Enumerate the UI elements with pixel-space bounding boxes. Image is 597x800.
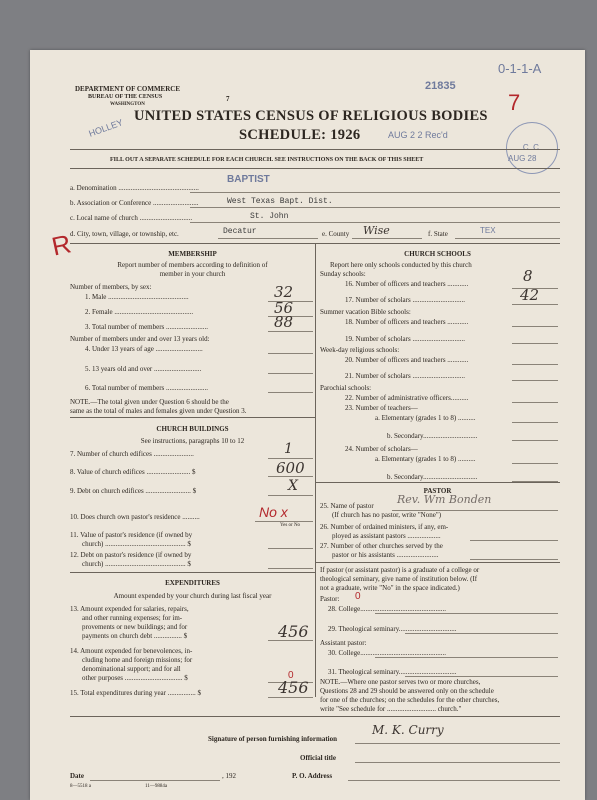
association-value: West Texas Bapt. Dist. — [227, 197, 333, 206]
ordained-label-2: ployed as assistant pastors ................... — [332, 532, 441, 540]
edifice-value-value: 600 — [276, 459, 305, 477]
parochial-schools-label: Parochial schools: — [320, 384, 372, 392]
form-title: UNITED STATES CENSUS OF RELIGIOUS BODIES — [134, 108, 488, 124]
pastor-note-1: NOTE.—Where one pastor serves two or more churches, — [320, 678, 481, 686]
county-value: Wise — [363, 224, 390, 237]
membership-note-2: member in your church — [159, 270, 226, 278]
salaries-label-3: provements or new buildings; and for — [82, 623, 188, 631]
schools-heading: CHURCH SCHOOLS — [404, 250, 471, 258]
serial-stamp: 21835 — [425, 80, 456, 92]
form-number: 7 — [226, 95, 230, 103]
department: DEPARTMENT OF COMMERCE — [75, 85, 181, 93]
q29-label: 29. Theological seminary................................. — [328, 625, 457, 633]
q16-label: 16. Number of officers and teachers ............ — [345, 280, 469, 288]
graduate-note-1: If pastor (or assistant pastor) is a graduate of a college or — [320, 566, 480, 574]
instructions: FILL OUT A SEPARATE SCHEDULE FOR EACH CHURCH. SEE INSTRUCTIONS ON THE BACK OF THIS SHEET — [110, 157, 424, 163]
q17-value: 42 — [520, 286, 540, 304]
q23-label: 23. Number of teachers— — [345, 404, 418, 412]
census-form — [30, 50, 585, 800]
print-code-2: 11—9884a — [145, 784, 168, 789]
q28-label: 28. College................................................. — [328, 605, 447, 613]
q21-label: 21. Number of scholars .............................. — [345, 372, 465, 380]
edifices-value: 1 — [284, 441, 293, 457]
benevolences-label-3: denominational support; and for all — [82, 665, 181, 673]
city-value: Decatur — [223, 227, 257, 236]
ordained-label-1: 26. Number of ordained ministers, if any, em- — [320, 523, 449, 531]
members-by-sex: Number of members, by sex: — [70, 283, 152, 291]
residence-debt-label-2: church) .............................................. $ — [82, 560, 191, 568]
cc-stamp-text: C. C. — [522, 143, 542, 152]
year-label: , 192 — [222, 772, 236, 780]
pastor-note-3: for one of the churches; on the schedules for the other churches, — [320, 696, 500, 704]
signature-label: Signature of person furnishing information — [208, 735, 337, 743]
female-label: 2. Female ............................................. — [85, 308, 194, 316]
vacation-schools-label: Summer vacation Bible schools: — [320, 308, 411, 316]
q31-label: 31. Theological seminary................................. — [328, 668, 457, 676]
received-date-stamp: AUG 2 2 Rec'd — [388, 130, 448, 140]
edifice-debt-label: 9. Debt on church edifices .......................... $ — [70, 487, 197, 495]
total-expenditures-label: 15. Total expenditures during year ................ $ — [70, 689, 201, 697]
local-name-label: c. Local name of church .............................. — [70, 214, 193, 222]
schools-note: Report here only schools conducted by this church — [330, 261, 472, 269]
edifice-debt-value: X — [288, 478, 298, 494]
salaries-value: 456 — [278, 622, 309, 641]
holley-stamp: HOLLEY — [87, 117, 125, 139]
denomination-value: BAPTIST — [227, 174, 270, 185]
state-label: f. State — [428, 230, 448, 238]
sunday-schools-label: Sunday schools: — [320, 270, 366, 278]
owns-residence-label: 10. Does church own pastor's residence .......... — [70, 513, 200, 521]
edifices-label: 7. Number of church edifices ....................... — [70, 450, 194, 458]
residence-debt-label-1: 12. Debt on pastor's residence (if owned by — [70, 551, 192, 559]
state-value: TEX — [480, 226, 496, 235]
bureau: BUREAU OF THE CENSUS — [88, 94, 163, 100]
salaries-label-4: payments on church debt ................ $ — [82, 632, 188, 640]
total-expenditures-value: 456 — [278, 678, 309, 697]
q20-label: 20. Number of officers and teachers ............ — [345, 356, 469, 364]
salaries-label-2: and other running expenses; for im- — [82, 614, 183, 622]
official-title-label: Official title — [300, 754, 336, 762]
total-members-value: 88 — [274, 313, 294, 331]
buildings-note: See instructions, paragraphs 10 to 12 — [140, 437, 245, 445]
membership-note-1: Report number of members according to definition of — [117, 261, 268, 269]
benevolences-label-2: cluding home and foreign missions; for — [82, 656, 193, 664]
male-label: 1. Male .............................................. — [85, 293, 189, 301]
q19-label: 19. Number of scholars .............................. — [345, 335, 465, 343]
benevolences-label-1: 14. Amount expended for benevolences, in- — [70, 647, 193, 655]
churches-served-label-2: pastor or his assistants ........................ — [332, 551, 439, 559]
weekday-schools-label: Week-day religious schools: — [320, 346, 400, 354]
red-number: 7 — [508, 90, 521, 115]
po-address-label: P. O. Address — [292, 772, 333, 780]
male-value: 32 — [274, 283, 294, 301]
membership-footnote-1: NOTE.—The total given under Question 6 should be the — [70, 398, 229, 406]
under-13-label: 4. Under 13 years of age ........................... — [85, 345, 203, 353]
total-members-label: 3. Total number of members ........................ — [85, 323, 209, 331]
q24-label: 24. Number of scholars— — [345, 445, 418, 453]
pastor-name-note: (If church has no pastor, write "None") — [332, 511, 442, 519]
yes-or-no-caption: Yes or No — [280, 523, 301, 528]
aug-stamp: AUG 28 — [508, 154, 537, 163]
signature-value: M. K. Curry — [372, 723, 444, 737]
assistant-pastor-label: Assistant pastor: — [320, 639, 367, 647]
membership-heading: MEMBERSHIP — [168, 250, 217, 258]
date-label: Date — [70, 772, 84, 780]
members-by-age: Number of members under and over 13 years old: — [70, 335, 210, 343]
red-mark: R — [48, 228, 74, 262]
graduate-note-3: not a graduate, write "No" in the space indicated.) — [320, 584, 460, 592]
form-subtitle: SCHEDULE: 1926 — [239, 127, 361, 143]
membership-footnote-2: same as the total of males and females given under Question 3. — [70, 407, 247, 415]
graduate-note-2: theological seminary, give name of institution below. (If — [320, 575, 478, 583]
expenditures-heading: EXPENDITURES — [165, 579, 220, 587]
q22-label: 22. Number of administrative officers.......... — [345, 394, 469, 402]
buildings-heading: CHURCH BUILDINGS — [156, 425, 229, 433]
total-q6-label: 6. Total number of members ........................ — [85, 384, 209, 392]
cc-stamp — [506, 122, 558, 174]
association-label: b. Association or Conference .......................... — [70, 199, 199, 207]
bureau-city: WASHINGTON — [110, 102, 145, 107]
pastor-sub-value: 0 — [355, 591, 361, 602]
residence-value-label-2: church) .............................................. $ — [82, 540, 191, 548]
city-label: d. City, town, village, or township, etc. — [70, 230, 179, 238]
pastor-name-value: Rev. Wm Bonden — [397, 493, 492, 506]
print-code-1: 8—5518 a — [70, 784, 91, 789]
benevolences-value: 0 — [288, 670, 294, 681]
q23a-label: a. Elementary (grades 1 to 8) .......... — [375, 414, 476, 422]
pastor-sub-label: Pastor: — [320, 595, 340, 603]
over-13-label: 5. 13 years old and over ........................... — [85, 365, 202, 373]
edifice-value-label: 8. Value of church edifices ......................... $ — [70, 468, 196, 476]
local-name-value: St. John — [250, 212, 289, 221]
q24b-label: b. Secondary............................... — [387, 473, 478, 481]
q18-label: 18. Number of officers and teachers ............ — [345, 318, 469, 326]
expenditures-note: Amount expended by your church during last fiscal year — [113, 592, 272, 600]
file-code-stamp: 0-1-1-A — [498, 61, 542, 76]
q17-label: 17. Number of scholars .............................. — [345, 296, 465, 304]
residence-value-label-1: 11. Value of pastor's residence (if owned by — [70, 531, 193, 539]
denomination-label: a. Denomination .............................................. — [70, 184, 199, 192]
pastor-note-4: write "See schedule for ............................ church." — [320, 705, 462, 713]
q23b-label: b. Secondary............................... — [387, 432, 478, 440]
owns-residence-value: No x — [259, 504, 288, 520]
pastor-name-label: 25. Name of pastor — [320, 502, 374, 510]
salaries-label-1: 13. Amount expended for salaries, repairs, — [70, 605, 189, 613]
benevolences-label-4: other purposes ................................. $ — [82, 674, 188, 682]
pastor-note-2: Questions 28 and 29 should be answered only on the schedule — [320, 687, 494, 695]
q30-label: 30. College................................................. — [328, 649, 447, 657]
q24a-label: a. Elementary (grades 1 to 8) .......... — [375, 455, 476, 463]
county-label: e. County — [322, 230, 350, 238]
pastor-heading: PASTOR — [423, 487, 452, 495]
q16-value: 8 — [523, 267, 533, 285]
female-value: 56 — [274, 299, 294, 317]
churches-served-label-1: 27. Number of other churches served by the — [320, 542, 443, 550]
